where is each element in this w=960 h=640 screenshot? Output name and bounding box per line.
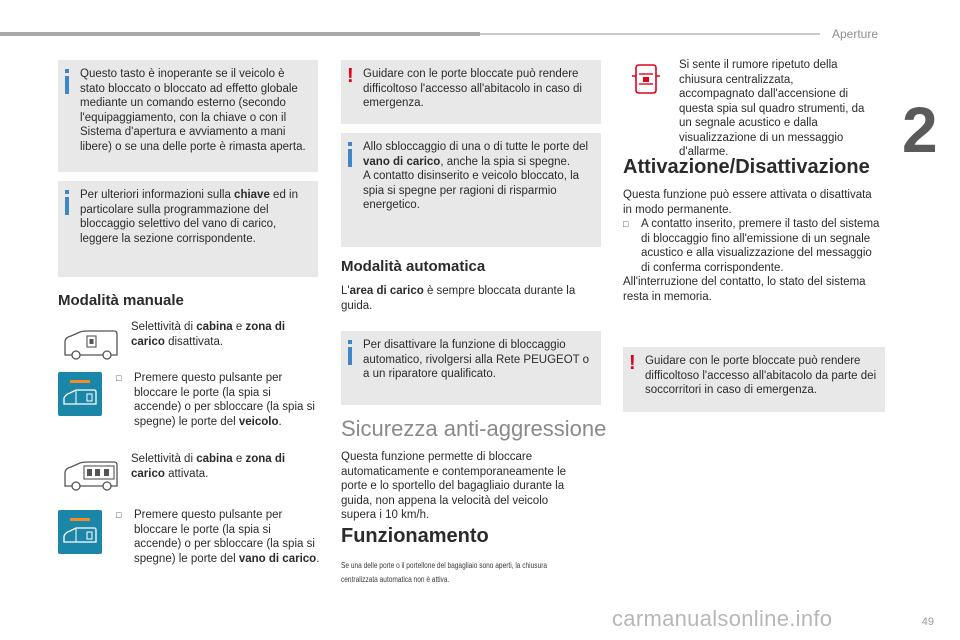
warning-icon: ! <box>347 65 354 87</box>
info-text: Questo tasto è inoperante se il veicolo è stato bloccato o bloccato ad effetto globale mediante un comando esterno (secondo l'equipaggiamento, con la chiave o con il Sistema d'apertura e avviamento a mani libere) o se una delle porte è rimasta aperta. <box>80 68 306 153</box>
automatic-mode-text: L'area di carico è sempre bloccata durante la guida. <box>341 285 576 312</box>
warning-text: Guidare con le porte bloccate può rendere difficoltoso l'accesso all'abitacolo in caso di emergenza. <box>363 68 582 109</box>
header-bar-light <box>480 33 820 35</box>
page-number: 49 <box>921 616 934 628</box>
security-text: Questa funzione permette di bloccare automaticamente e contemporaneamente le porte e lo sportello del bagagliaio durante la guida, non appena la velocità del veicolo supera i 10 km/h. <box>341 451 567 521</box>
step-lock-vehicle: □ Premere questo pulsante per bloccare le porte (la spia si accende) o per sbloccare (la spia si spegne) le porte del veicolo. <box>116 372 315 428</box>
lock-button-vehicle-icon <box>58 372 102 416</box>
step-bullet: □ <box>623 219 629 229</box>
watermark: carmanualsonline.info <box>612 606 833 631</box>
activation-memory: All'interruzione del contatto, lo stato del sistema resta in memoria. <box>623 276 866 303</box>
info-icon <box>65 190 69 215</box>
heading-operation: Funzionamento <box>341 525 489 547</box>
info-icon <box>65 69 69 94</box>
info-box-key <box>58 181 318 277</box>
info-icon <box>348 142 352 167</box>
central-locking-warning-icon <box>630 62 662 96</box>
warning-box-rescuers <box>623 347 885 412</box>
operation-note-line2: centralizzata automatica non è attiva. <box>341 575 450 584</box>
operation-note-line1: Se una delle porte o il portellone del bagagliaio sono aperti, la chiusura <box>341 561 548 570</box>
info-icon <box>348 340 352 365</box>
heading-manual-mode: Modalità manuale <box>58 292 184 309</box>
info-text: Allo sbloccaggio di una o di tutte le porte del vano di carico, anche la spia si spegne. A contatto disinserito e veicolo bloccato, la spia si spegne per ragioni di risparmio energetico. <box>363 141 589 211</box>
activation-step: □ A contatto inserito, premere il tasto del sistema di bloccaggio fino all'emissione di un segnale acustico e alla visualizzazione del messaggio di conferma corrispondente. <box>623 218 880 274</box>
header-bar <box>0 32 480 36</box>
selectivity-on-text: Selettività di cabina e zona di carico attivata. <box>131 453 286 480</box>
heading-automatic-mode: Modalità automatica <box>341 258 486 275</box>
van-cargo-lock-icon <box>62 458 120 492</box>
warning-text: Guidare con le porte bloccate può rendere difficoltoso l'accesso all'abitacolo da parte dei soccorritori in caso di emergenza. <box>645 355 877 396</box>
info-box-cargo-unlock <box>341 133 601 247</box>
warning-icon: ! <box>629 352 636 374</box>
info-text: Per disattivare la funzione di bloccaggio automatico, rivolgersi alla Rete PEUGEOT o a un riparatore qualificato. <box>363 339 590 380</box>
activation-intro: Questa funzione può essere attivata o disattivata in modo permanente. <box>623 189 872 216</box>
alarm-description: Si sente il rumore ripetuto della chiusura centralizzata, accompagnato dall'accensione di questa spia sul quadro strumenti, da un segnale acustico e dalla visualizzazione di un messaggio d'allarme. <box>679 59 865 158</box>
info-box-inoperative <box>58 60 318 172</box>
selectivity-off-text: Selettività di cabina e zona di carico disattivata. <box>131 321 286 348</box>
info-box-deactivate <box>341 331 601 405</box>
warning-box-emergency <box>341 60 601 124</box>
chapter-number: 2 <box>902 94 938 166</box>
step-bullet: □ <box>116 373 122 383</box>
section-title: Aperture <box>832 27 879 41</box>
info-text: Per ulteriori informazioni sulla chiave ed in particolare sulla programmazione del bloccaggio selettivo del vano di carico, leggere la sezione corrispondente. <box>80 189 298 245</box>
step-bullet: □ <box>116 510 122 520</box>
van-cabin-lock-icon <box>62 327 120 361</box>
heading-anti-aggression: Sicurezza anti-aggressione <box>341 416 607 441</box>
step-lock-cargo: □ Premere questo pulsante per bloccare le porte (la spia si accende) o per sbloccare (la spia si spegne) le porte del vano di carico. <box>116 509 320 565</box>
lock-button-cargo-icon <box>58 510 102 554</box>
heading-activation: Attivazione/Disattivazione <box>623 156 870 178</box>
